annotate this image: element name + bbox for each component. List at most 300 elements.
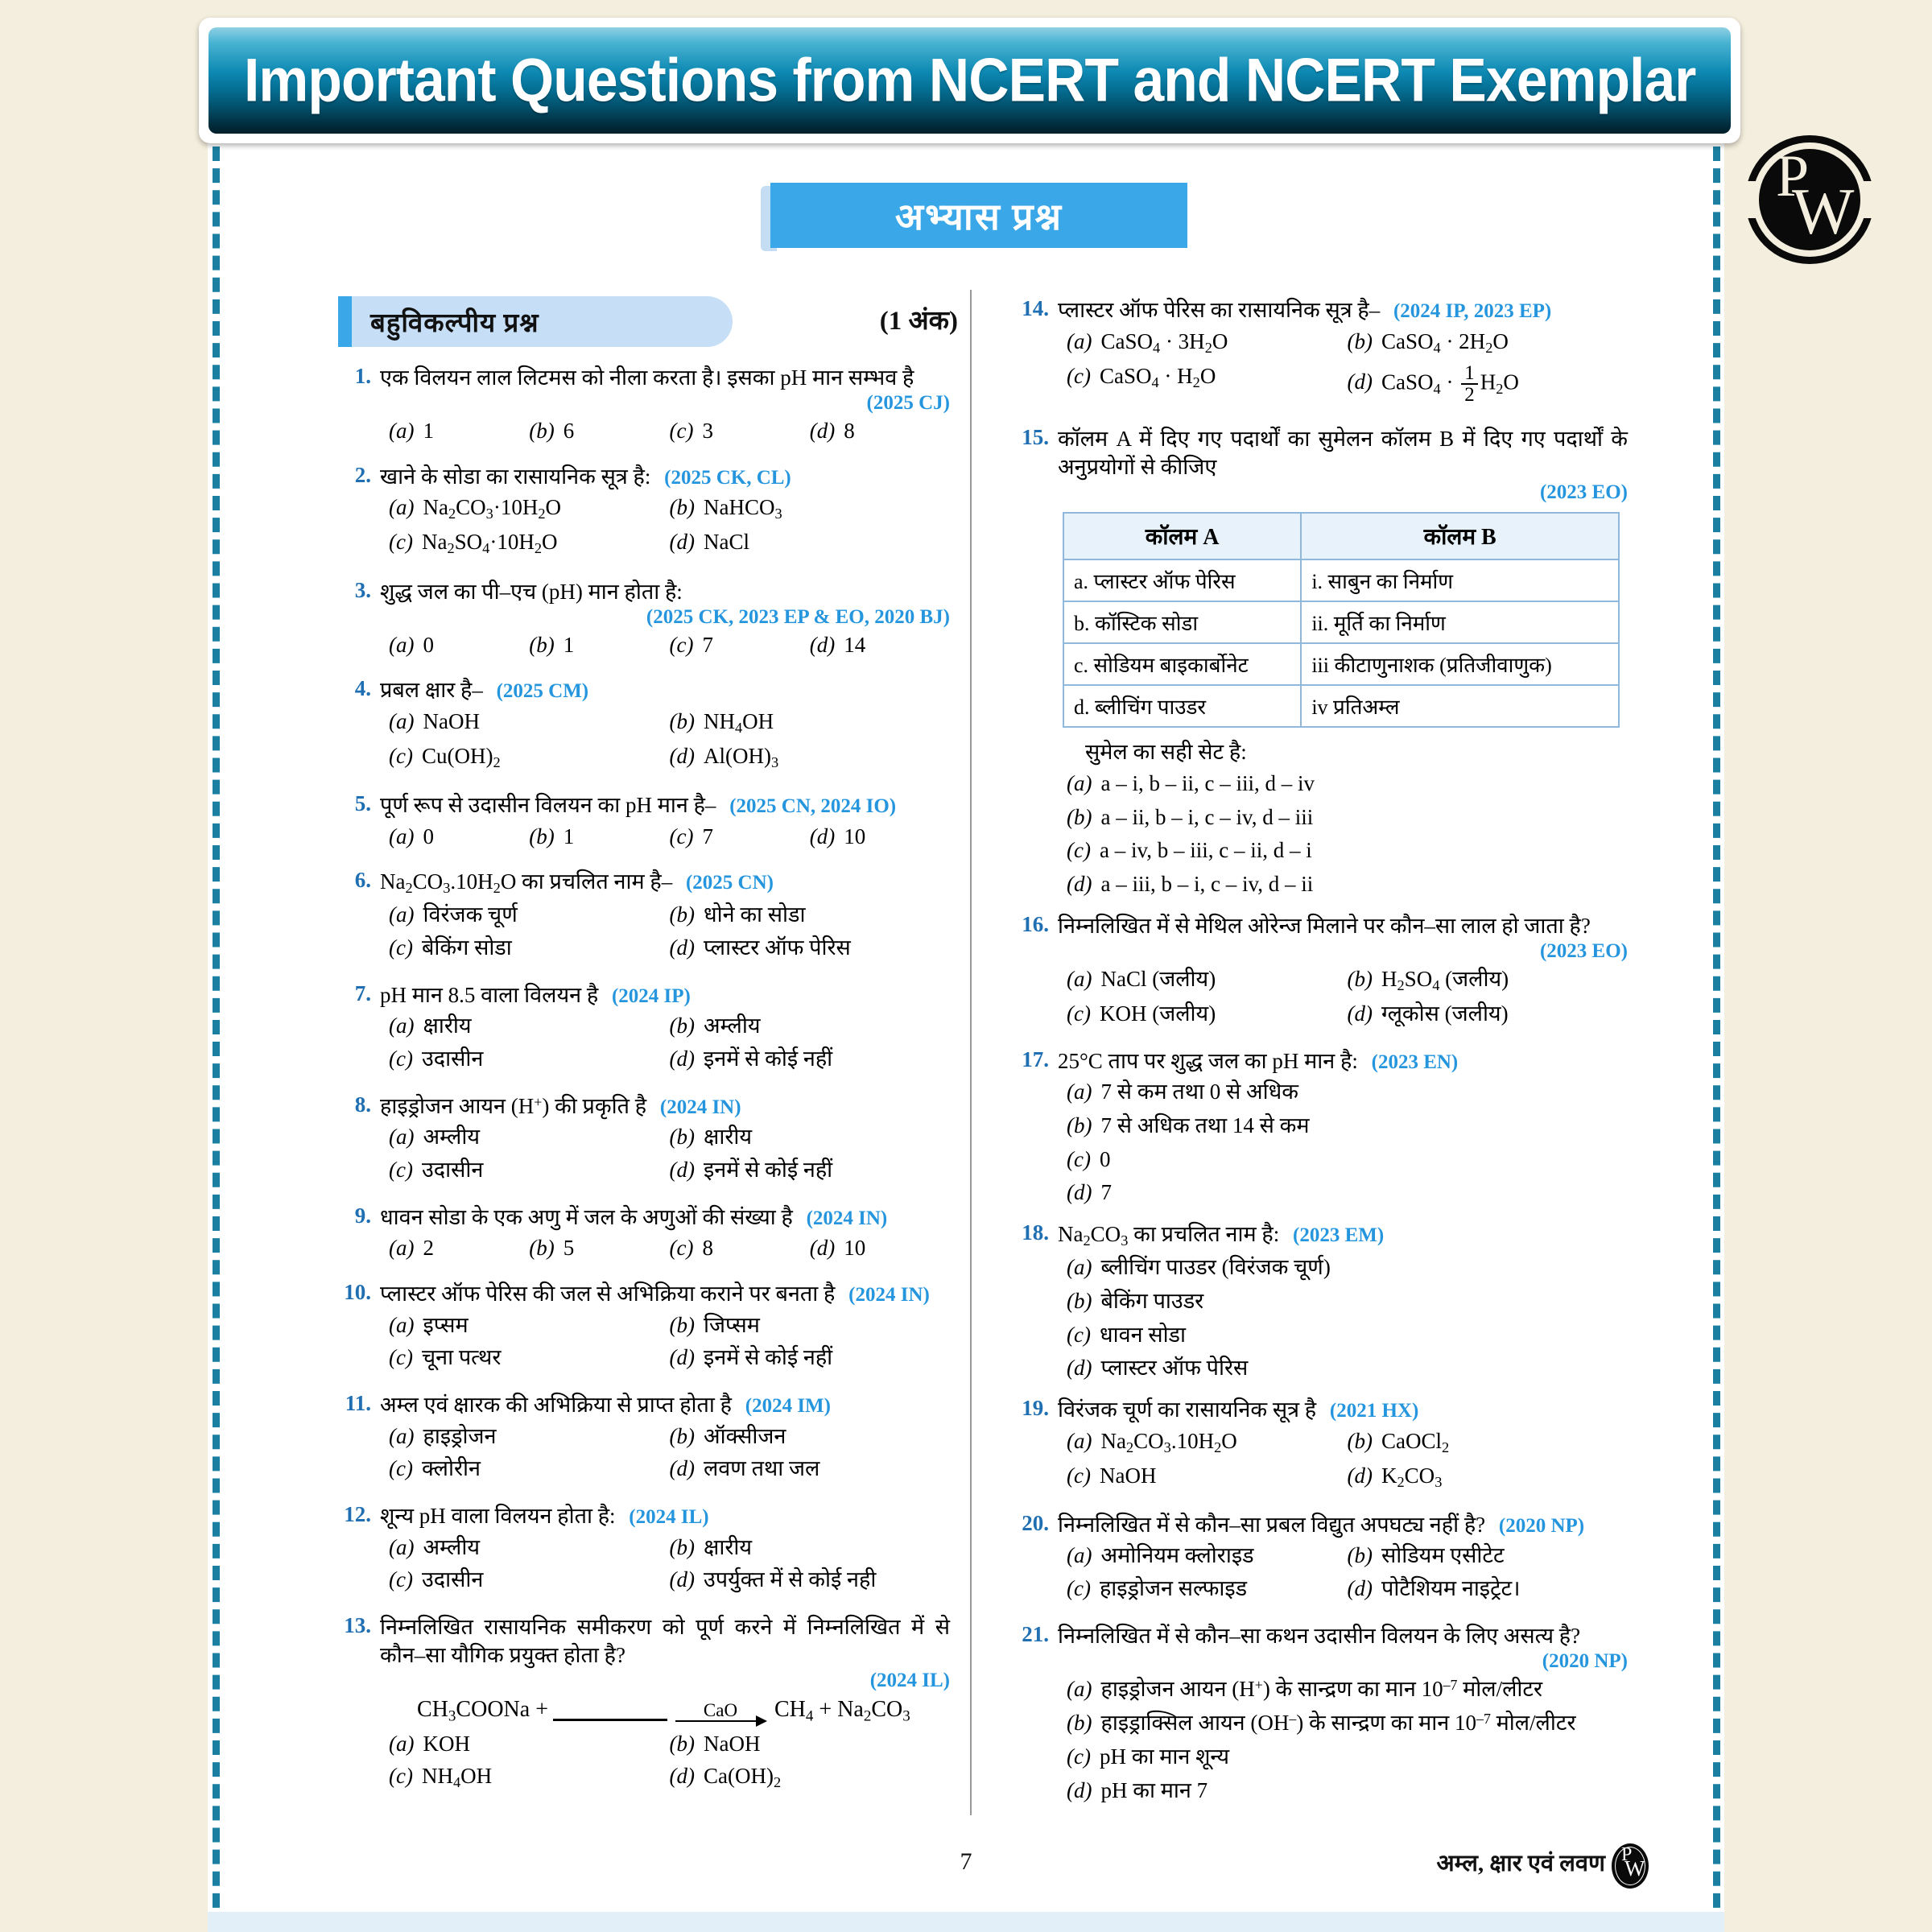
option-label: (b) <box>529 419 555 444</box>
option-item[interactable] <box>670 902 951 929</box>
option-label: (c) <box>1067 1463 1091 1488</box>
option-item[interactable] <box>389 708 670 737</box>
option-item[interactable] <box>389 1423 670 1451</box>
table-cell: d. ब्लीचिंग पाउडर <box>1063 685 1301 727</box>
pw-logo-footer-icon <box>1612 1843 1649 1889</box>
option-label: (b) <box>529 824 555 848</box>
option-text: CaSO$_4$ · $2H_2O$ <box>1381 328 1509 356</box>
question-item <box>338 791 950 854</box>
option-text: इनमें से कोई नहीं <box>703 1046 833 1071</box>
option-text: पोटैशियम नाइट्रेट। <box>1381 1576 1521 1601</box>
option-text: KOH <box>423 1731 470 1756</box>
question-number: 19. <box>1022 1396 1049 1421</box>
option-label: (a) <box>1067 966 1092 991</box>
table-cell: i. साबुन का निर्माण <box>1301 559 1619 601</box>
option-item[interactable] <box>1067 1288 1628 1315</box>
option-text: NaOH <box>703 1731 761 1756</box>
option-item[interactable] <box>670 418 810 445</box>
option-label: (d) <box>669 530 695 555</box>
option-item[interactable] <box>1067 1575 1348 1603</box>
option-text: चूना पत्थर <box>421 1345 502 1370</box>
option-label: (b) <box>529 1236 555 1261</box>
option-item[interactable] <box>389 935 670 962</box>
option-item[interactable] <box>810 1235 950 1262</box>
option-label: (b) <box>669 1125 695 1150</box>
option-item[interactable] <box>529 1235 669 1262</box>
option-item[interactable] <box>670 1312 951 1340</box>
option-item[interactable] <box>389 1013 670 1040</box>
option-list <box>1067 328 1628 411</box>
option-label: (a) <box>389 419 415 444</box>
question-item <box>338 364 950 449</box>
option-item[interactable] <box>1067 1322 1628 1349</box>
option-list <box>1067 1428 1628 1497</box>
option-text: a – iii, b – i, c – iv, d – ii <box>1100 872 1314 897</box>
option-item[interactable] <box>389 1344 670 1372</box>
option-item[interactable] <box>389 1312 670 1340</box>
question-year-code: (2020 NP) <box>1498 1514 1585 1537</box>
option-label: (c) <box>389 1456 413 1481</box>
option-label: (b) <box>1347 1428 1373 1453</box>
option-text: 2 <box>423 1236 434 1261</box>
option-item[interactable] <box>670 1763 951 1792</box>
question-text: धावन सोडा के एक अणु में जल के अणुओं की संख्या है (2024 IN) <box>380 1204 888 1229</box>
option-text: $Na_2CO_3.10H_2O$ <box>1100 1428 1237 1455</box>
option-list <box>389 418 950 449</box>
option-label: (d) <box>809 632 836 657</box>
option-item[interactable] <box>670 1124 951 1151</box>
question-text: निम्नलिखित में से मेथिल ओरेन्ज मिलाने पर कौन–सा लाल हो जाता है? <box>1058 913 1591 938</box>
question-item <box>338 1391 950 1488</box>
option-label: (a) <box>389 632 415 657</box>
option-item[interactable] <box>670 1157 951 1184</box>
option-item[interactable] <box>670 1534 951 1562</box>
header-banner-frame <box>199 18 1740 143</box>
option-text: अमोनियम क्लोराइड <box>1100 1543 1254 1568</box>
option-item[interactable] <box>810 418 950 445</box>
option-label: (a) <box>1067 1428 1092 1453</box>
question-item <box>338 676 950 778</box>
option-item[interactable] <box>1067 363 1348 406</box>
option-item[interactable] <box>1067 1744 1628 1771</box>
question-item <box>338 1280 950 1377</box>
option-text: हाइड्रोजन सल्फाइड <box>1099 1576 1248 1601</box>
option-label: (b) <box>1347 1543 1373 1568</box>
marks-label: (1 अंक) <box>879 307 958 336</box>
option-list <box>389 1312 950 1378</box>
option-text: 7 <box>702 824 713 848</box>
option-label: (c) <box>1067 838 1091 863</box>
option-label: (d) <box>1347 369 1373 394</box>
option-item[interactable] <box>389 1731 670 1758</box>
option-text: 7 से कम तथा 0 से अधिक <box>1100 1080 1298 1104</box>
question-item <box>338 1092 950 1190</box>
question-year-code: (2025 CK, CL) <box>664 466 791 489</box>
option-text: CaSO$_4$ · $\frac{1}{2}$ $H_2O$ <box>1381 361 1519 407</box>
question-number: 15. <box>1022 424 1049 449</box>
option-label: (b) <box>669 1013 695 1038</box>
option-label: (d) <box>809 1236 836 1261</box>
question-number: 1. <box>354 364 371 388</box>
option-item[interactable] <box>670 1567 951 1594</box>
option-item[interactable] <box>1067 1079 1628 1106</box>
option-text: $Na_2SO_4\cdot 10H_2O$ <box>421 530 558 557</box>
question-item <box>1016 1220 1628 1382</box>
option-item[interactable] <box>1067 1542 1348 1570</box>
option-text: 7 <box>1100 1180 1112 1205</box>
option-list <box>1067 770 1628 898</box>
option-item[interactable] <box>1067 1676 1628 1703</box>
option-text: हाइड्रोजन <box>423 1423 497 1448</box>
option-label: (d) <box>1067 872 1092 897</box>
option-item[interactable] <box>1348 1428 1629 1457</box>
table-row <box>1063 685 1619 727</box>
option-text: $NH_4OH$ <box>421 1764 493 1791</box>
option-item[interactable] <box>1067 1777 1628 1805</box>
option-label: (b) <box>1067 1113 1092 1137</box>
option-item[interactable] <box>670 935 951 962</box>
option-label: (c) <box>389 1567 413 1592</box>
pw-logo-letter-p: P <box>1776 143 1810 209</box>
option-label: (b) <box>669 708 695 733</box>
practice-questions-banner <box>761 183 1187 251</box>
option-text: 8 <box>844 419 855 444</box>
question-number: 4. <box>354 676 371 701</box>
option-label: (a) <box>389 1423 415 1448</box>
option-list <box>389 1534 950 1600</box>
question-number: 6. <box>354 868 371 893</box>
option-text: 3 <box>702 419 713 444</box>
option-label: (b) <box>669 902 695 927</box>
pw-footer-letter-w: W <box>1624 1856 1645 1880</box>
question-year-code: (2024 IL) <box>869 1670 950 1692</box>
option-item[interactable] <box>389 902 670 929</box>
option-label: (b) <box>529 632 555 657</box>
option-item[interactable] <box>1067 871 1628 898</box>
question-item <box>1016 1396 1628 1497</box>
option-text: $Al(OH)_3$ <box>703 743 779 771</box>
option-item[interactable] <box>529 418 669 445</box>
option-item[interactable] <box>1348 966 1629 995</box>
option-label: (c) <box>1067 1001 1091 1026</box>
option-item[interactable] <box>1067 1113 1628 1140</box>
right-question-list <box>1016 296 1628 1804</box>
question-year-code: (2024 IL) <box>629 1506 709 1528</box>
option-item[interactable] <box>1348 1575 1629 1603</box>
pw-footer-letter-p: P <box>1621 1844 1633 1865</box>
option-text: pH का मान शून्य <box>1099 1744 1230 1769</box>
question-text: एक विलयन लाल लिटमस को नीला करता है। इसका pH मान सम्भव है <box>380 365 914 390</box>
option-label: (a) <box>389 1013 415 1038</box>
option-item[interactable] <box>529 824 669 851</box>
option-list <box>389 902 950 968</box>
option-item[interactable] <box>670 1423 951 1451</box>
option-item[interactable] <box>670 743 951 772</box>
question-number: 2. <box>354 462 371 487</box>
option-label: (b) <box>669 495 695 520</box>
option-label: (d) <box>1067 1356 1092 1381</box>
option-list <box>389 494 950 564</box>
equation-left: $CH_3COONa$ + <box>417 1697 548 1725</box>
question-text: विरंजक चूर्ण का रासायनिक सूत्र है (2021 HX) <box>1058 1397 1419 1422</box>
option-item[interactable] <box>670 632 810 659</box>
option-text: क्षारीय <box>423 1013 472 1038</box>
question-number: 12. <box>344 1502 371 1526</box>
question-text: 25°C ताप पर शुद्ध जल का pH मान है: (2023 EN) <box>1058 1048 1459 1073</box>
question-text: निम्नलिखित में से कौन–सा प्रबल विद्युत अपघट्य नहीं है? (2020 NP) <box>1058 1512 1585 1537</box>
option-label: (d) <box>1347 1576 1373 1601</box>
option-text: KOH (जलीय) <box>1099 1001 1216 1026</box>
question-year-code: (2024 IP) <box>611 985 691 1007</box>
option-item[interactable] <box>1067 1710 1628 1737</box>
option-label: (c) <box>389 1046 413 1071</box>
question-year-code: (2024 IP, 2023 EP) <box>1393 300 1552 322</box>
option-item[interactable] <box>670 1731 951 1758</box>
option-text: a – ii, b – i, c – iv, d – iii <box>1100 804 1314 829</box>
page-number: 7 <box>960 1848 972 1875</box>
reaction-arrow-icon <box>675 1701 766 1722</box>
option-item[interactable] <box>1067 1463 1348 1492</box>
option-text: अम्लीय <box>423 1534 480 1559</box>
option-text: 5 <box>563 1236 575 1261</box>
option-item[interactable] <box>670 529 951 558</box>
option-item[interactable] <box>1067 1001 1348 1028</box>
option-item[interactable] <box>389 494 670 523</box>
question-text: निम्नलिखित रासायनिक समीकरण को पूर्ण करने में निम्नलिखित में से कौन–सा यौगिक प्रयुक्त होता है? <box>380 1615 950 1668</box>
option-text: धोने का सोडा <box>703 902 806 927</box>
question-year-code: (2025 CN, 2024 IO) <box>729 795 897 817</box>
option-list <box>1067 1676 1628 1804</box>
option-item[interactable] <box>670 1455 951 1483</box>
option-text: इप्सम <box>423 1312 469 1337</box>
option-label: (d) <box>1067 1777 1092 1802</box>
option-text: इनमें से कोई नहीं <box>703 1158 833 1182</box>
question-year-code: (2025 CK, 2023 EP & EO, 2020 BJ) <box>646 605 950 628</box>
option-item[interactable] <box>389 632 529 659</box>
option-list <box>389 1013 950 1079</box>
option-label: (a) <box>389 1125 415 1150</box>
option-item[interactable] <box>389 743 670 772</box>
question-year-code: (2024 IM) <box>745 1395 831 1417</box>
question-year-code: (2023 EO) <box>1539 481 1628 503</box>
question-text: पूर्ण रूप से उदासीन विलयन का pH मान है– (2025 CN, 2024 IO) <box>380 793 897 817</box>
option-text: $K_2CO_3$ <box>1381 1463 1443 1490</box>
option-text: ब्लीचिंग पाउडर (विरंजक चूर्ण) <box>1100 1255 1331 1280</box>
table-row <box>1063 559 1619 601</box>
question-text: अम्ल एवं क्षारक की अभिक्रिया से प्राप्त होता है (2024 IM) <box>380 1393 831 1417</box>
option-text: हाइड्राक्सिल आयन (OH–) के सान्द्रण का मान $10^{-7}$ मोल/लीटर <box>1100 1710 1576 1736</box>
option-text: NaOH <box>423 708 480 733</box>
option-label: (d) <box>1347 1001 1373 1026</box>
option-label: (d) <box>669 1345 695 1370</box>
option-label: (c) <box>389 530 413 555</box>
option-item[interactable] <box>1348 1001 1629 1028</box>
table-cell: iii कीटाणुनाशक (प्रतिजीवाणुक) <box>1301 643 1619 685</box>
question-number: 11. <box>345 1391 371 1415</box>
question-year-code: (2021 HX) <box>1329 1400 1419 1422</box>
question-text: निम्नलिखित में से कौन–सा कथन उदासीन विलयन के लिए असत्य है? <box>1058 1623 1581 1648</box>
option-item[interactable] <box>389 529 670 558</box>
option-list <box>1067 1542 1628 1608</box>
question-item <box>338 868 950 968</box>
question-text: हाइड्रोजन आयन (H+) की प्रकृति है (2024 IN) <box>380 1093 741 1118</box>
left-column <box>338 296 958 1811</box>
option-item[interactable] <box>810 824 950 851</box>
option-label: (d) <box>809 824 836 848</box>
option-item[interactable] <box>389 824 529 851</box>
question-text: प्रबल क्षार है– (2025 CM) <box>380 678 589 703</box>
question-item <box>338 463 950 564</box>
option-item[interactable] <box>389 1046 670 1073</box>
mcq-pill <box>338 296 733 347</box>
question-item <box>1016 296 1628 411</box>
option-item[interactable] <box>1067 1254 1628 1282</box>
option-item[interactable] <box>1067 1355 1628 1382</box>
question-year-code: (2024 IN) <box>806 1207 888 1229</box>
question-year-code: (2023 EM) <box>1293 1224 1385 1247</box>
option-item[interactable] <box>670 494 951 523</box>
question-number: 3. <box>354 577 371 602</box>
option-label: (a) <box>1067 770 1092 795</box>
option-label: (a) <box>389 495 415 520</box>
question-number: 16. <box>1022 911 1049 936</box>
option-text: उदासीन <box>421 1567 484 1592</box>
pw-logo-letter-w: W <box>1792 175 1855 248</box>
option-label: (a) <box>389 902 415 927</box>
option-text: pH का मान 7 <box>1100 1777 1208 1802</box>
option-item[interactable] <box>1348 328 1629 357</box>
question-item <box>338 1502 950 1600</box>
option-item[interactable] <box>1067 804 1628 832</box>
question-item <box>1016 425 1628 898</box>
option-item[interactable] <box>529 632 669 659</box>
option-label: (c) <box>669 824 694 848</box>
option-label: (d) <box>669 1567 695 1592</box>
question-text: $Na_2CO_3$ का प्रचलित नाम है: (2023 EM) <box>1058 1222 1385 1249</box>
question-year-code: (2023 EN) <box>1371 1051 1459 1073</box>
question-text: शुद्ध जल का पी–एच (pH) मान होता है: <box>380 579 683 604</box>
question-year-code: (2025 CJ) <box>866 392 950 415</box>
option-item[interactable] <box>389 1455 670 1483</box>
question-text: खाने के सोडा का रासायनिक सूत्र है: (2025 CK, CL) <box>380 464 791 489</box>
option-text: $Ca(OH)_2$ <box>703 1764 782 1791</box>
question-number: 10. <box>344 1280 371 1304</box>
option-text: प्लास्टर ऑफ पेरिस <box>703 935 851 960</box>
option-text: 0 <box>1099 1146 1111 1171</box>
option-item[interactable] <box>389 1534 670 1562</box>
option-item[interactable] <box>1067 328 1348 357</box>
option-item[interactable] <box>389 1124 670 1151</box>
option-item[interactable] <box>389 1157 670 1184</box>
option-text: CaSO$_4$ · $3H_2O$ <box>1100 328 1228 356</box>
table-row <box>1063 643 1619 685</box>
equation-right: $CH_4 + Na_2CO_3$ <box>768 1697 910 1725</box>
option-text: 1 <box>423 419 434 444</box>
option-item[interactable] <box>389 418 529 445</box>
option-item[interactable] <box>1067 1146 1628 1174</box>
option-label: (d) <box>669 1764 695 1789</box>
option-text: इनमें से कोई नहीं <box>703 1345 833 1370</box>
option-item[interactable] <box>1067 966 1348 995</box>
question-item <box>1016 1511 1628 1608</box>
option-text: हाइड्रोजन आयन (H+) के सान्द्रण का मान $10^{-7}$ मोल/लीटर <box>1100 1676 1543 1702</box>
option-item[interactable] <box>389 1567 670 1594</box>
option-text: सोडियम एसीटेट <box>1381 1543 1505 1568</box>
option-label: (a) <box>389 1312 415 1337</box>
option-label: (c) <box>1067 1322 1091 1347</box>
option-item[interactable] <box>1348 1542 1629 1570</box>
question-item <box>1016 1622 1628 1804</box>
option-text: उदासीन <box>421 1158 484 1182</box>
option-text: $H_2SO_4$ (जलीय) <box>1381 966 1509 993</box>
option-label: (b) <box>1067 804 1092 829</box>
match-set-label: सुमेल का सही सेट है: <box>1085 739 1247 764</box>
option-text: $NH_4OH$ <box>703 708 774 736</box>
option-item[interactable] <box>670 824 810 851</box>
option-label: (b) <box>669 1312 695 1337</box>
option-text: 7 <box>702 632 713 657</box>
dashed-border-left <box>213 147 220 1930</box>
option-item[interactable] <box>670 1013 951 1040</box>
question-text: $Na_2CO_3.10H_2O$ का प्रचलित नाम है– (2025 CN) <box>380 869 774 897</box>
option-item[interactable] <box>670 708 951 737</box>
question-text: प्लास्टर ऑफ पेरिस की जल से अभिक्रिया कराने पर बनता है (2024 IN) <box>380 1282 930 1306</box>
option-list <box>389 708 950 778</box>
option-item[interactable] <box>1067 770 1628 798</box>
option-label: (c) <box>1067 1576 1091 1601</box>
dashed-border-right <box>1713 147 1720 1930</box>
option-item[interactable] <box>1067 1179 1628 1207</box>
option-item[interactable] <box>670 1344 951 1372</box>
option-list <box>1067 966 1628 1034</box>
option-item[interactable] <box>1348 363 1629 406</box>
option-label: (d) <box>669 743 695 768</box>
option-list <box>389 1124 950 1190</box>
question-item <box>338 578 950 663</box>
option-list <box>389 1731 950 1798</box>
question-number: 20. <box>1022 1510 1049 1535</box>
option-item[interactable] <box>1067 837 1628 865</box>
option-text: 0 <box>423 824 434 848</box>
option-text: 14 <box>844 632 866 657</box>
option-item[interactable] <box>389 1763 670 1792</box>
option-text: क्लोरीन <box>421 1456 481 1481</box>
option-list <box>389 632 950 663</box>
option-label: (a) <box>1067 328 1092 353</box>
question-text: pH मान 8.5 वाला विलयन है (2024 IP) <box>380 982 691 1007</box>
table-cell: a. प्लास्टर ऑफ पेरिस <box>1063 559 1301 601</box>
option-label: (c) <box>1067 363 1091 388</box>
option-item[interactable] <box>1067 1428 1348 1457</box>
question-year-code: (2025 CM) <box>496 680 589 703</box>
question-text: शून्य pH वाला विलयन होता है: (2024 IL) <box>380 1504 709 1528</box>
option-item[interactable] <box>670 1046 951 1073</box>
option-label: (b) <box>1067 1288 1092 1313</box>
option-label: (c) <box>669 1236 694 1261</box>
option-item[interactable] <box>389 1235 529 1262</box>
question-year-code: (2023 EO) <box>1539 939 1628 962</box>
option-label: (c) <box>669 632 694 657</box>
option-label: (b) <box>1347 328 1373 353</box>
option-item[interactable] <box>670 1235 810 1262</box>
table-cell: ii. मूर्ति का निर्माण <box>1301 601 1619 643</box>
option-item[interactable] <box>810 632 950 659</box>
option-label: (b) <box>669 1731 695 1756</box>
question-year-code: (2024 IN) <box>848 1284 930 1306</box>
option-label: (a) <box>389 1236 415 1261</box>
option-text: NaCl <box>703 530 749 555</box>
option-item[interactable] <box>1348 1463 1629 1492</box>
